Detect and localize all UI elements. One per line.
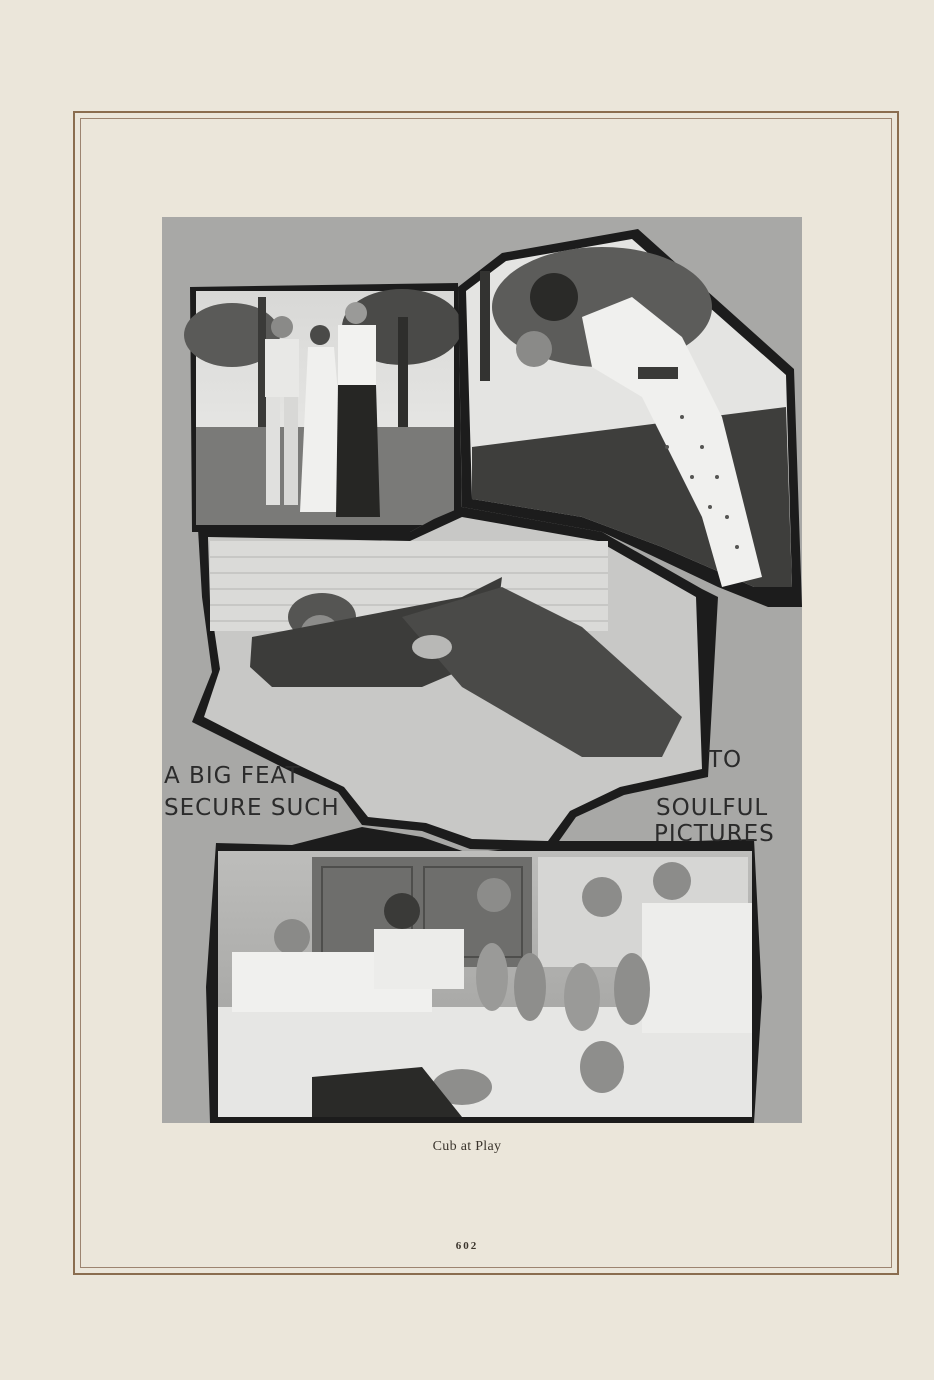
annotation-right-line2: SOULFUL — [656, 795, 769, 821]
annotation-right-line1: TO — [708, 747, 743, 773]
annotation-left-line1: A BIG FEAT — [164, 763, 301, 789]
annotation-right-line3: PICTURES — [654, 821, 775, 847]
photo-men-feet-up — [206, 827, 762, 1123]
photo-caption: Cub at Play — [432, 1139, 502, 1154]
photo-three-people — [184, 283, 462, 532]
page-number: 602 — [455, 1240, 479, 1252]
annotation-left-line2: SECURE SUCH — [164, 795, 340, 821]
photo-collage — [162, 217, 802, 1123]
